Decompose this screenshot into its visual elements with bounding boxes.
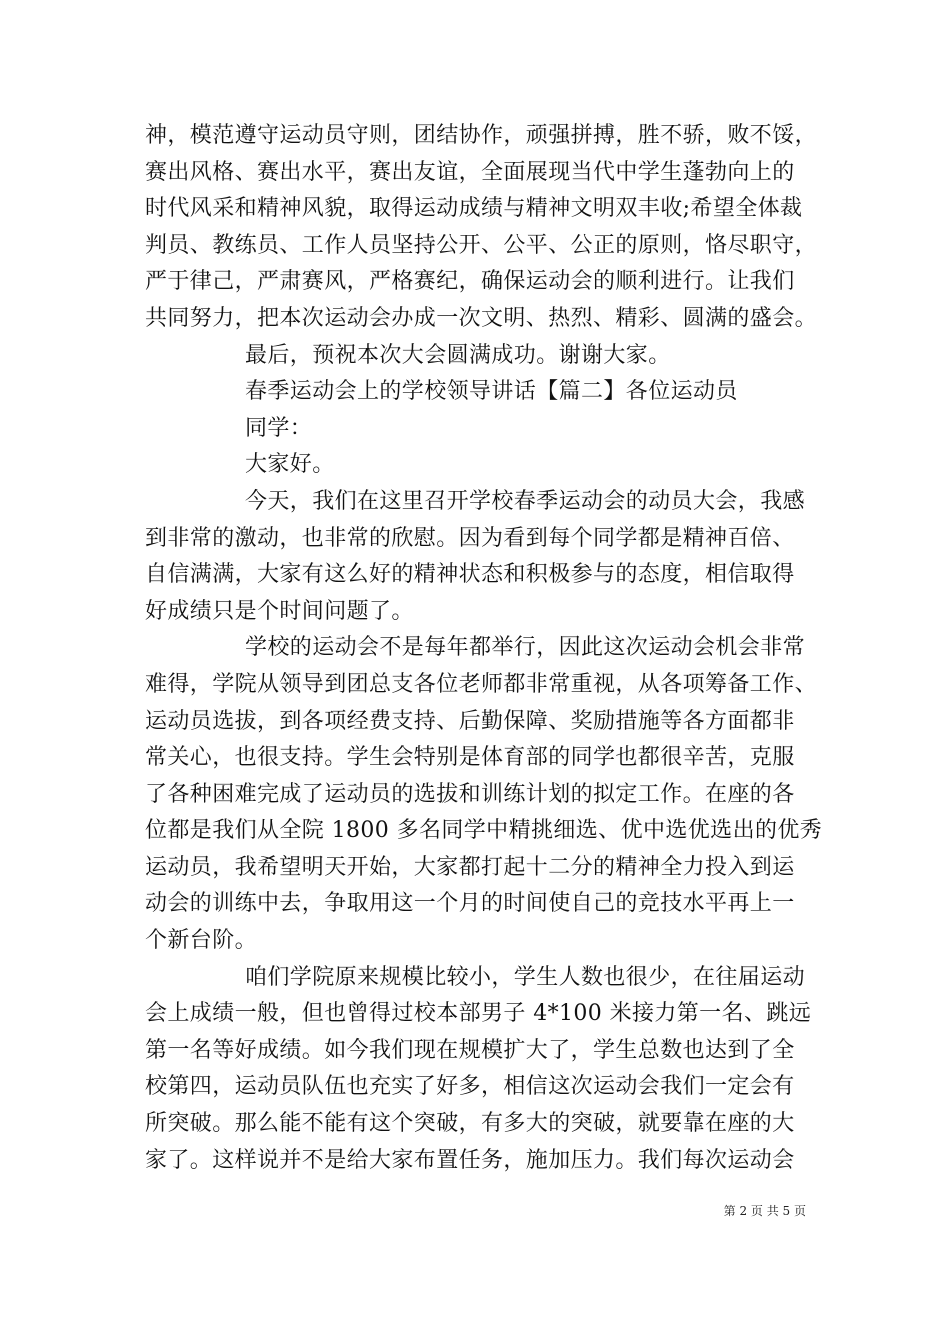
text-line: 共同努力，把本次运动会办成一次文明、热烈、精彩、圆满的盛会。 — [145, 305, 818, 331]
text-line: 今天，我们在这里召开学校春季运动会的动员大会，我感 — [245, 488, 806, 514]
text-line: 个新台阶。 — [145, 928, 258, 954]
text-line: 学校的运动会不是每年都举行，因此这次运动会机会非常 — [245, 635, 806, 661]
text-line: 到非常的激动，也非常的欣慰。因为看到每个同学都是精神百倍、 — [145, 525, 795, 551]
text-line: 最后，预祝本次大会圆满成功。谢谢大家。 — [245, 342, 671, 368]
page-footer: 第 2 页 共 5 页 — [723, 1204, 806, 1218]
text-line: 校第四，运动员队伍也充实了好多，相信这次运动会我们一定会有 — [145, 1074, 795, 1100]
text-line: 家了。这样说并不是给大家布置任务，施加压力。我们每次运动会 — [145, 1147, 795, 1173]
text-line: 难得，学院从领导到团总支各位老师都非常重视，从各项筹备工作、 — [145, 671, 818, 697]
text-line: 同学： — [245, 415, 313, 441]
body-text — [145, 118, 825, 1179]
text-line: 会上成绩一般，但也曾得过校本部男子 4*100 米接力第一名、跳远 — [145, 1001, 812, 1027]
text-line: 判员、教练员、工作人员坚持公开、公平、公正的原则，恪尽职守， — [145, 232, 818, 258]
text-line: 时代风采和精神风貌，取得运动成绩与精神文明双丰收;希望全体裁 — [145, 196, 803, 222]
text-line: 了各种困难完成了运动员的选拔和训练计划的拟定工作。在座的各 — [145, 781, 795, 807]
text-line: 运动员选拔，到各项经费支持、后勤保障、奖励措施等各方面都非 — [145, 708, 795, 734]
text-line: 第一名等好成绩。如今我们现在规模扩大了，学生总数也达到了全 — [145, 1037, 795, 1063]
text-line: 咱们学院原来规模比较小，学生人数也很少，在往届运动 — [245, 964, 806, 990]
text-line: 动会的训练中去，争取用这一个月的时间使自己的竞技水平再上一 — [145, 891, 795, 917]
text-line: 严于律己，严肃赛风，严格赛纪，确保运动会的顺利进行。让我们 — [145, 269, 795, 295]
text-line: 所突破。那么能不能有这个突破，有多大的突破，就要靠在座的大 — [145, 1111, 795, 1137]
text-line: 自信满满，大家有这么好的精神状态和积极参与的态度，相信取得 — [145, 562, 795, 588]
text-line: 好成绩只是个时间问题了。 — [145, 598, 414, 624]
text-line: 春季运动会上的学校领导讲话【篇二】各位运动员 — [245, 379, 738, 405]
text-line: 大家好。 — [245, 452, 335, 478]
text-line: 赛出风格、赛出水平，赛出友谊，全面展现当代中学生蓬勃向上的 — [145, 159, 795, 185]
text-line: 常关心，也很支持。学生会特别是体育部的同学也都很辛苦，克服 — [145, 745, 795, 771]
text-line: 神，模范遵守运动员守则，团结协作，顽强拼搏，胜不骄，败不馁， — [145, 123, 818, 148]
text-line: 运动员，我希望明天开始，大家都打起十二分的精神全力投入到运 — [145, 854, 795, 880]
text-line: 位都是我们从全院 1800 多名同学中精挑细选、优中选优选出的优秀 — [145, 818, 823, 844]
